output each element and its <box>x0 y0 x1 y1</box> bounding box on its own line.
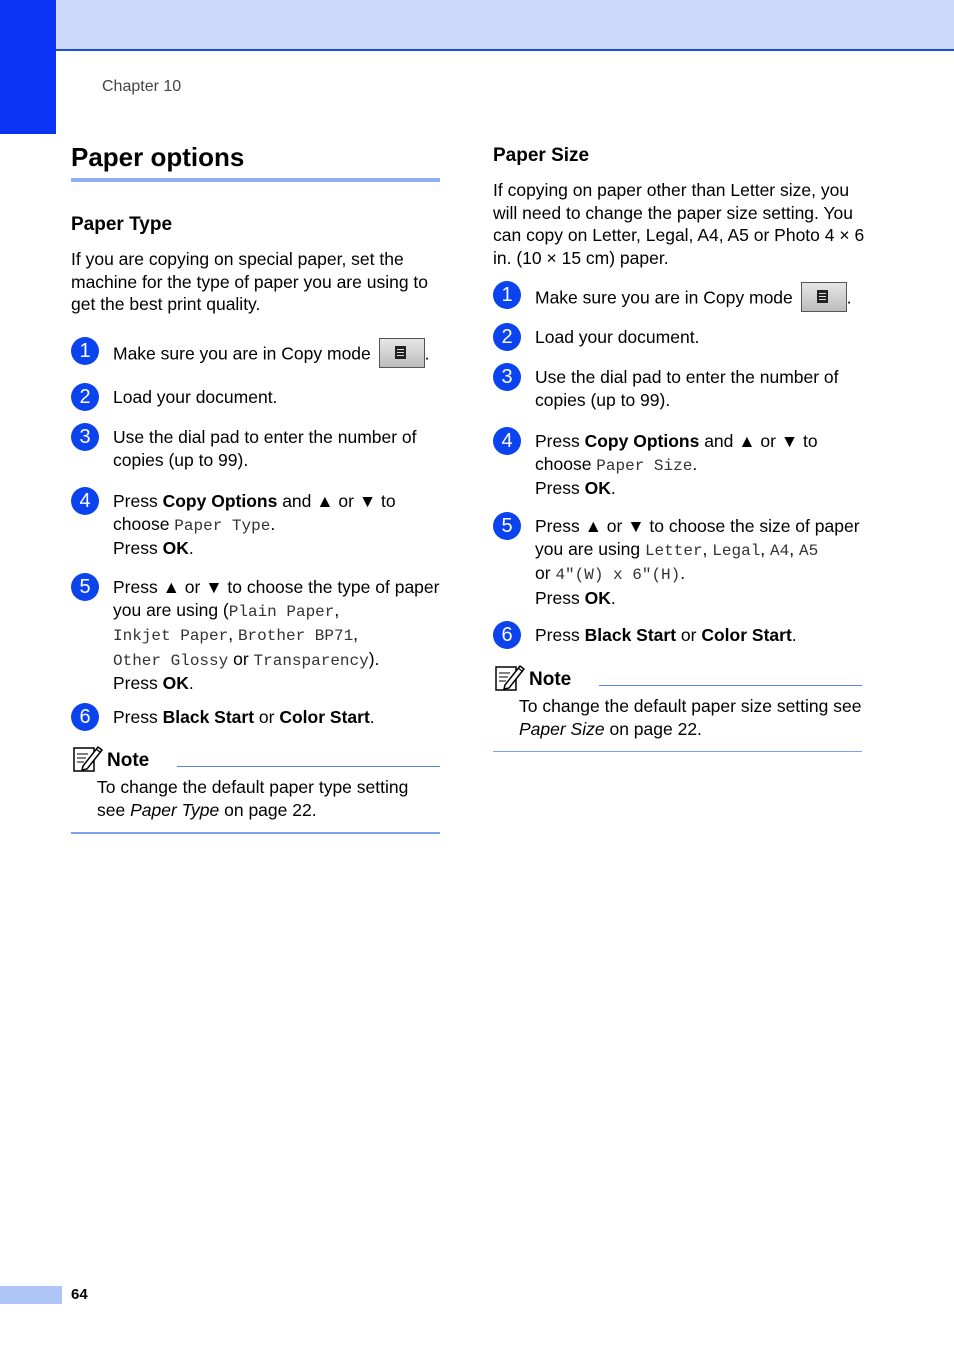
note-text: To change the default paper type setting see Paper Type on page 22. <box>97 777 409 820</box>
step-number: 3 <box>71 423 99 451</box>
page-title: Paper options <box>71 142 245 172</box>
step-text: Make sure you are in Copy mode . <box>113 340 443 370</box>
step-number: 2 <box>71 383 99 411</box>
step-text: Press ▲ or ▼ to choose the type of paper you are using (Plain Paper, Inkjet Paper, Brother BP71, Other Glossy or Transparency). Press OK. <box>113 577 440 693</box>
step-text: Press ▲ or ▼ to choose the size of paper you are using Letter, Legal, A4, A5 or 4"(W) x 6"(H). Press OK. <box>535 516 860 608</box>
step-number: 1 <box>71 337 99 365</box>
chapter-tab <box>0 0 56 134</box>
step-text: Press Black Start or Color Start. <box>535 625 797 645</box>
step-text: Press Copy Options and ▲ or ▼ to choose Paper Type. Press OK. <box>113 491 396 558</box>
section-heading-paper-size: Paper Size <box>493 145 590 166</box>
intro-paragraph: If copying on paper other than Letter size, you will need to change the paper size setting. You can copy on Letter, Legal, A4, A5 or Photo 4 × 6 in. (10 × 15 cm) paper. <box>493 180 865 268</box>
note-pencil-icon <box>73 744 103 772</box>
note-bottom-rule <box>493 751 862 752</box>
step-number: 3 <box>493 363 521 391</box>
header-band <box>0 0 954 51</box>
title-rule <box>71 178 440 182</box>
step-text: Press Copy Options and ▲ or ▼ to choose Paper Size. Press OK. <box>535 431 818 498</box>
note-pencil-icon <box>495 663 525 691</box>
step-number: 5 <box>71 573 99 601</box>
copy-mode-key-icon <box>801 282 847 312</box>
step-text: Use the dial pad to enter the number of copies (up to 99). <box>535 367 839 410</box>
page-number: 64 <box>71 1286 88 1303</box>
note-text: To change the default paper size setting see Paper Size on page 22. <box>519 696 862 739</box>
section-heading-paper-type: Paper Type <box>71 214 173 235</box>
step-text: Use the dial pad to enter the number of copies (up to 99). <box>113 427 417 470</box>
step-number: 5 <box>493 512 521 540</box>
note-rule <box>177 766 440 767</box>
copy-mode-key-icon <box>379 338 425 368</box>
footer-band <box>0 1286 62 1304</box>
step-number: 2 <box>493 323 521 351</box>
note-title: Note <box>107 750 150 771</box>
note-bottom-rule <box>71 832 440 834</box>
step-text: Load your document. <box>113 387 278 407</box>
step-number: 1 <box>493 281 521 309</box>
note-rule <box>599 685 862 686</box>
step-number: 6 <box>493 621 521 649</box>
step-number: 6 <box>71 703 99 731</box>
note-title: Note <box>529 669 572 690</box>
step-text: Press Black Start or Color Start. <box>113 707 375 727</box>
chapter-label: Chapter 10 <box>102 78 182 95</box>
intro-paragraph: If you are copying on special paper, set the machine for the type of paper you are using to get the best print quality. <box>71 249 429 314</box>
step-text: Load your document. <box>535 327 700 347</box>
step-number: 4 <box>493 427 521 455</box>
step-text: Make sure you are in Copy mode . <box>535 284 865 314</box>
step-number: 4 <box>71 487 99 515</box>
